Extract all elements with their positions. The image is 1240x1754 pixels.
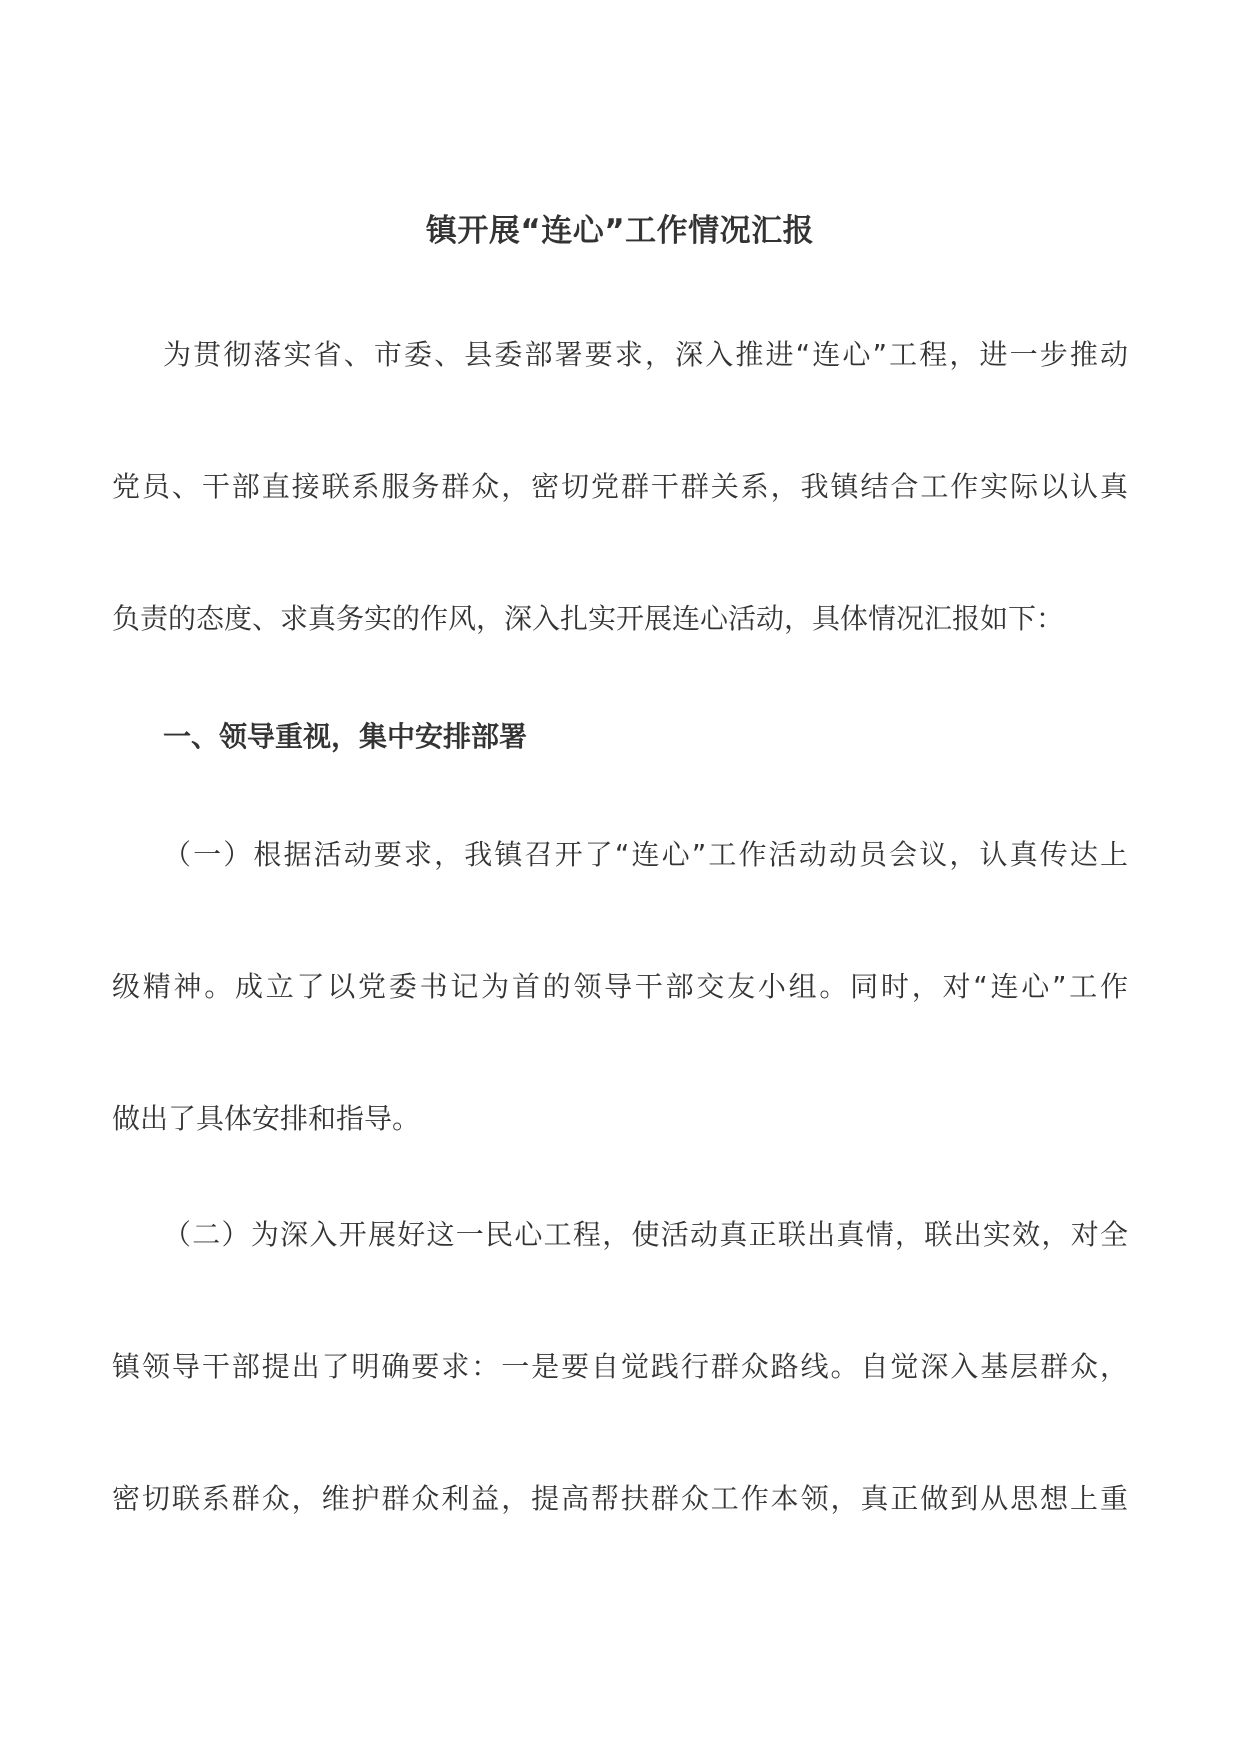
paragraph-line: 镇领导干部提出了明确要求：一是要自觉践行群众路线。自觉深入基层群众，: [112, 1350, 1128, 1383]
paragraph-line: （一）根据活动要求，我镇召开了“连心”工作活动动员会议，认真传达上: [163, 838, 1128, 871]
paragraph-line: （二）为深入开展好这一民心工程，使活动真正联出真情，联出实效，对全: [163, 1218, 1128, 1251]
paragraph-line: 级精神。成立了以党委书记为首的领导干部交友小组。同时，对“连心”工作: [112, 970, 1128, 1003]
paragraph-line: 做出了具体安排和指导。: [112, 1102, 421, 1135]
document-title: 镇开展“连心”工作情况汇报: [425, 213, 815, 249]
paragraph-line: 负责的态度、求真务实的作风，深入扎实开展连心活动，具体情况汇报如下：: [112, 602, 1065, 635]
paragraph-line: 为贯彻落实省、市委、县委部署要求，深入推进“连心”工程，进一步推动: [163, 338, 1128, 371]
paragraph-line: 党员、干部直接联系服务群众，密切党群干群关系，我镇结合工作实际以认真: [112, 470, 1128, 503]
section-heading: 一、领导重视，集中安排部署: [163, 720, 528, 753]
paragraph-line: 密切联系群众，维护群众利益，提高帮扶群众工作本领，真正做到从思想上重: [112, 1482, 1128, 1515]
